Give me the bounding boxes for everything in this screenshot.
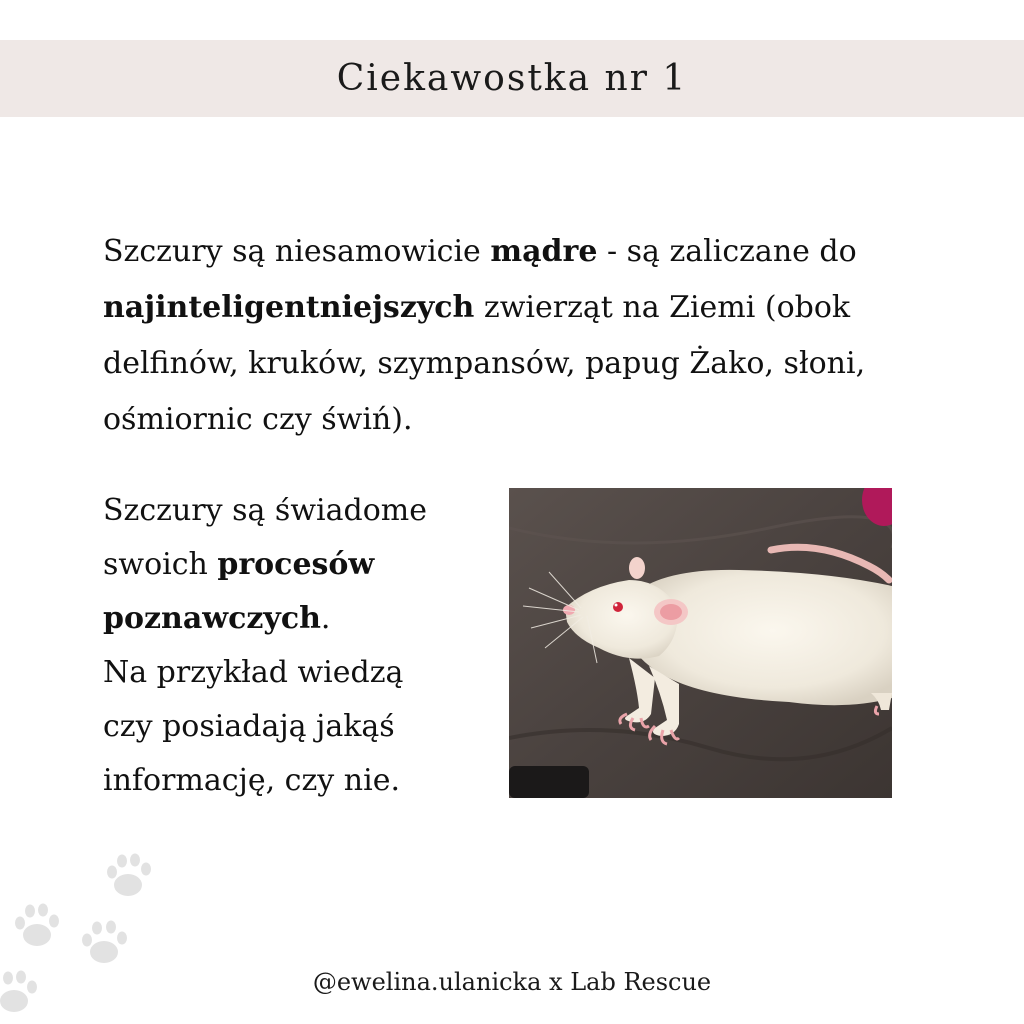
- footer-credit: @ewelina.ulanicka x Lab Rescue: [312, 968, 712, 996]
- para2-line-6: informację, czy nie.: [103, 763, 400, 798]
- paw-print-icon: [78, 918, 132, 970]
- para1-text-1: Szczury są niesamowicie: [103, 234, 491, 269]
- para1-bold-najinteligentniejszych: najinteligentniejszych: [103, 290, 475, 325]
- para2-bold-procesow: procesów: [217, 547, 375, 582]
- fact-paragraph-cognition: [103, 484, 503, 808]
- para2-line-5: czy posiadają jakąś: [103, 709, 395, 744]
- para2-line-2: [103, 538, 503, 592]
- para2-bold-poznawczych: poznawczych: [103, 601, 321, 636]
- rat-photo: [509, 488, 892, 798]
- para2-line-3: [103, 592, 503, 646]
- para1-bold-madre: mądre: [490, 234, 598, 269]
- para2-line-4: Na przykład wiedzą: [103, 655, 404, 690]
- white-rat-illustration: [509, 488, 892, 798]
- para2-line-1: Szczury są świadome: [103, 493, 427, 528]
- para2-line-2-text: swoich: [103, 547, 218, 582]
- page-title: Ciekawostka nr 1: [336, 58, 688, 99]
- para2-line-3-text: .: [320, 601, 331, 636]
- paw-print-icon: [104, 852, 156, 902]
- para1-text-3: zwierząt na Ziemi (obok delfinów, kruków, szympansów, papug Żako, słoni, ośmiornic czy świń).: [103, 290, 866, 437]
- paw-print-icon: [10, 902, 64, 952]
- fact-paragraph-intelligence: [103, 224, 933, 448]
- header-band: [0, 40, 1024, 117]
- para1-text-2: - są zaliczane do: [597, 234, 857, 269]
